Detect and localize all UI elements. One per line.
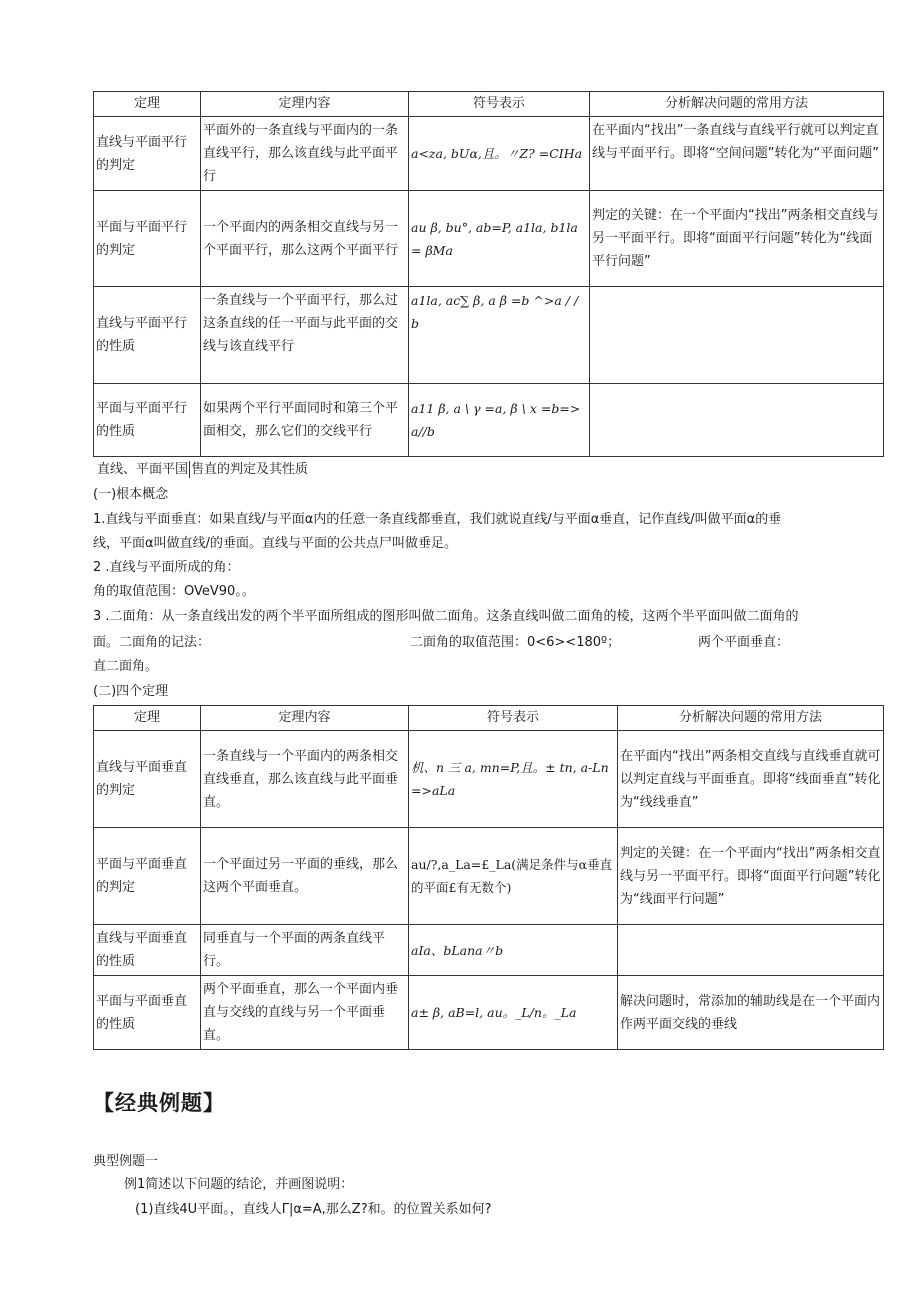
concept-3-perpendicular: 两个平面垂直： — [698, 635, 790, 650]
table-row — [94, 828, 884, 925]
theorem-method: 在平面内“找出”一条直线与直线平行就可以判定直线与平面平行。即将“空间问题”转化为“平面问题” — [590, 117, 884, 191]
header-method: 分析解决问题的常用方法 — [590, 92, 884, 117]
theorem-method — [590, 384, 884, 457]
theorem-content: 一条直线与一个平面内的两条相交直线垂直，那么该直线与此平面垂直。 — [201, 731, 409, 828]
header-symbol: 符号表示 — [409, 706, 618, 731]
section-title-part-b: 售直的判定及其性质 — [191, 462, 309, 477]
table-header-row — [94, 706, 884, 731]
theorem-content: 平面外的一条直线与平面内的一条直线平行，那么该直线与此平面平行 — [201, 117, 409, 191]
table-row — [94, 731, 884, 828]
example-1-intro: 例1简述以下问题的结论，并画图说明： — [124, 1177, 354, 1192]
theorem-method: 解决问题时，常添加的辅助线是在一个平面内作两平面交线的垂线 — [618, 976, 884, 1050]
theorem-symbol: a<za, bUα,且。〃Z? =CIHa — [409, 117, 590, 191]
theorem-name: 平面与平面垂直的判定 — [94, 828, 201, 925]
table-row — [94, 117, 884, 191]
concept-1-line-1: 1.直线与平面垂直：如果直线/与平面α内的任意一条直线都垂直，我们就说直线/与平面α垂直，记作直线/叫做平面α的垂 — [93, 512, 782, 527]
subsection-basic-concepts: (一)根本概念 — [93, 487, 169, 502]
theorem-symbol: au/?,a_La=£_La(满足条件与α垂直的平面£有无数个) — [409, 828, 618, 925]
concept-3-line-3: 直二面角。 — [93, 659, 159, 674]
theorem-name: 直线与平面平行的判定 — [94, 117, 201, 191]
perpendicular-theorems-table — [93, 705, 884, 1050]
theorem-method — [618, 925, 884, 976]
theorem-name: 平面与平面垂直的性质 — [94, 976, 201, 1050]
table-header-row — [94, 92, 884, 117]
section-title-part-a: 直线、平面平国 — [97, 462, 189, 477]
table-row — [94, 925, 884, 976]
table-row — [94, 191, 884, 287]
subsection-four-theorems: (二)四个定理 — [93, 684, 169, 699]
header-theorem: 定理 — [94, 706, 201, 731]
theorem-symbol: a11 β, a \ γ =a, β \ x =b=>a//b — [409, 384, 590, 457]
example-group-title: 典型例题一 — [93, 1154, 159, 1169]
header-method: 分析解决问题的常用方法 — [618, 706, 884, 731]
parallel-theorems-table — [93, 91, 884, 457]
concept-3-notation: 面。二面角的记法： — [93, 635, 211, 650]
theorem-symbol: 机、n 三 a, mn=P,且。± tn, a-Ln=>aLa — [409, 731, 618, 828]
concept-3-line-1: 3 .二面角：从一条直线出发的两个半平面所组成的图形叫做二面角。这条直线叫做二面角的棱，这两个半平面叫做二面角的 — [93, 609, 799, 624]
theorem-content: 如果两个平行平面同时和第三个平面相交，那么它们的交线平行 — [201, 384, 409, 457]
table-row — [94, 384, 884, 457]
theorem-name: 直线与平面垂直的判定 — [94, 731, 201, 828]
header-content: 定理内容 — [201, 706, 409, 731]
theorem-name: 直线与平面平行的性质 — [94, 287, 201, 384]
theorem-method: 在平面内“找出”两条相交直线与直线垂直就可以判定直线与平面垂直。即将“线面垂直”转化为“线线垂直” — [618, 731, 884, 828]
theorem-name: 平面与平面平行的判定 — [94, 191, 201, 287]
theorem-symbol: a± β, aB=l, au。_L/n。_La — [409, 976, 618, 1050]
header-theorem: 定理 — [94, 92, 201, 117]
theorem-content: 一个平面内的两条相交直线与另一个平面平行，那么这两个平面平行 — [201, 191, 409, 287]
concept-2: 2 .直线与平面所成的角： — [93, 560, 240, 575]
table-row — [94, 287, 884, 384]
concept-3-range: 二面角的取值范围：0<6><180º； — [410, 635, 621, 650]
theorem-content: 两个平面垂直，那么一个平面内垂直与交线的直线与另一个平面垂直。 — [201, 976, 409, 1050]
theorem-name: 直线与平面垂直的性质 — [94, 925, 201, 976]
table-row — [94, 976, 884, 1050]
theorem-symbol: a1la, ac∑ β, a β =b ^>a / / b — [409, 287, 590, 384]
theorem-content: 一条直线与一个平面平行，那么过这条直线的任一平面与此平面的交线与该直线平行 — [201, 287, 409, 384]
examples-heading: 【经典例题】 — [93, 1090, 225, 1115]
concept-2-range: 角的取值范围：OVeV90。。 — [93, 584, 255, 599]
header-symbol: 符号表示 — [409, 92, 590, 117]
example-1-question-1: (1)直线4U平面。，直线人Γ|α=A,那么Z?和。的位置关系如何? — [135, 1202, 492, 1217]
theorem-content: 同垂直与一个平面的两条直线平行。 — [201, 925, 409, 976]
header-content: 定理内容 — [201, 92, 409, 117]
theorem-symbol: au β, bu°, ab=P, a1la, b1la= βMa — [409, 191, 590, 287]
theorem-name: 平面与平面平行的性质 — [94, 384, 201, 457]
section-title — [97, 461, 308, 479]
theorem-method — [590, 287, 884, 384]
concept-1-line-2: 线，平面α叫做直线/的垂面。直线与平面的公共点尸叫做垂足。 — [93, 536, 457, 551]
theorem-method: 判定的关键：在一个平面内“找出”两条相交直线与另一平面平行。即将“面面平行问题”转化为“线面平行问题” — [590, 191, 884, 287]
theorem-method: 判定的关键：在一个平面内“找出”两条相交直线与另一平面平行。即将“面面平行问题”转化为“线面平行问题” — [618, 828, 884, 925]
theorem-symbol: aIa、bLana〃b — [409, 925, 618, 976]
theorem-content: 一个平面过另一平面的垂线，那么这两个平面垂直。 — [201, 828, 409, 925]
